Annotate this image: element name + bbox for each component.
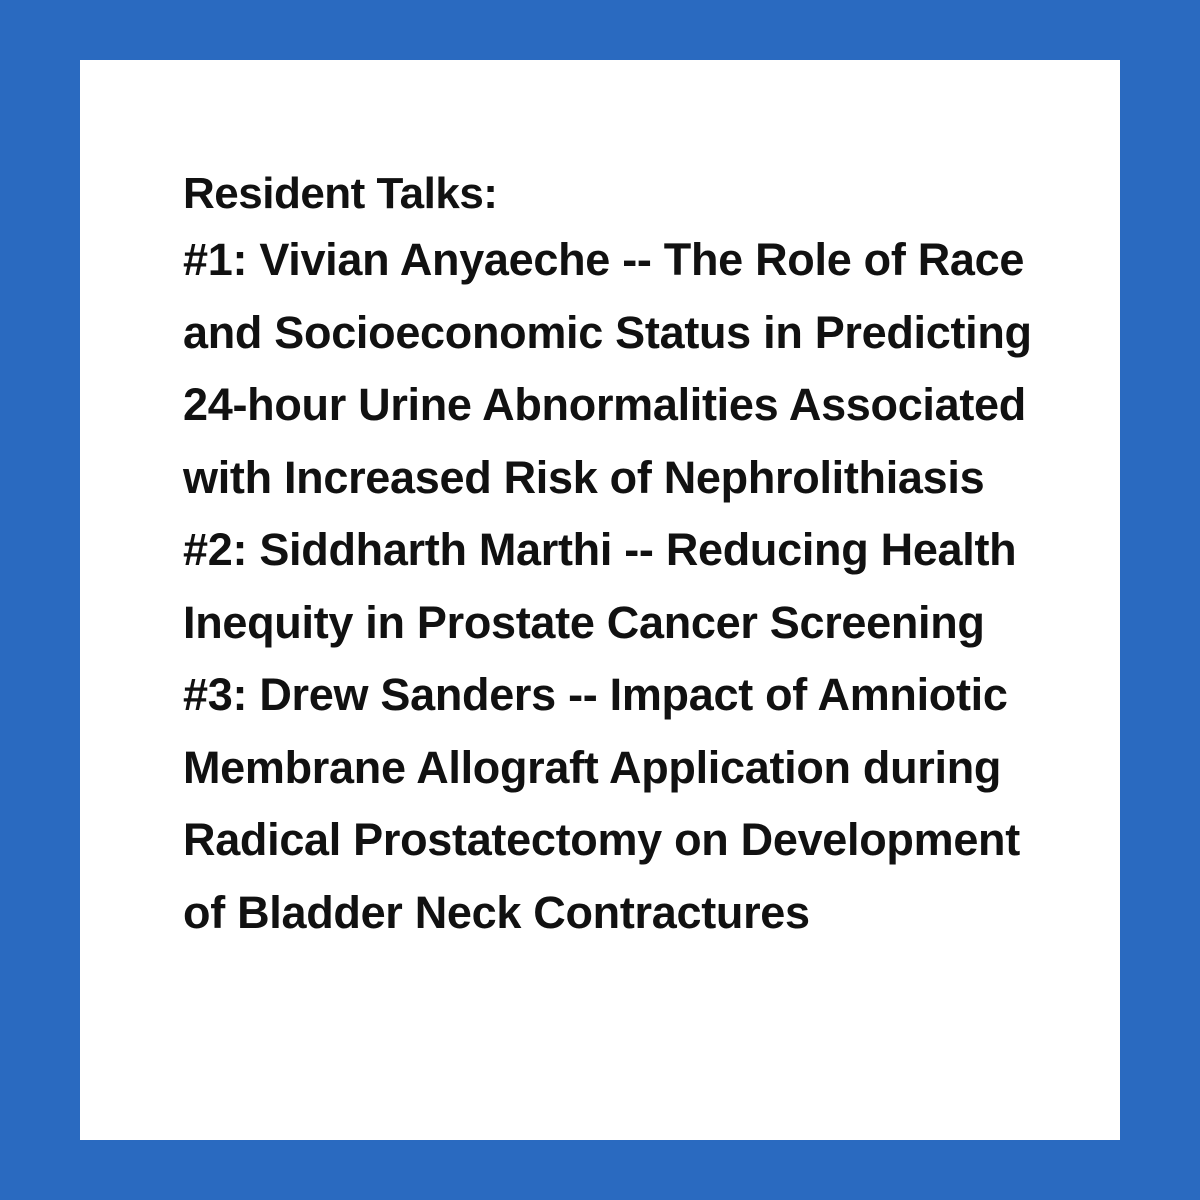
announcement-card [80, 60, 1120, 1140]
section-heading: Resident Talks: [183, 169, 498, 218]
talk-item-3: #3: Drew Sanders -- Impact of Amniotic Membrane Allograft Application during Radical Prostatectomy on Development of Bladder Neck Contractures [183, 669, 1020, 938]
talk-item-2: #2: Siddharth Marthi -- Reducing Health Inequity in Prostate Cancer Screening [183, 524, 1017, 648]
talk-item-1: #1: Vivian Anyaeche -- The Role of Race and Socioeconomic Status in Predicting 24-hour Urine Abnormalities Associated with Increased Risk of Nephrolithiasis [183, 234, 1032, 503]
talks-list [183, 163, 1053, 949]
